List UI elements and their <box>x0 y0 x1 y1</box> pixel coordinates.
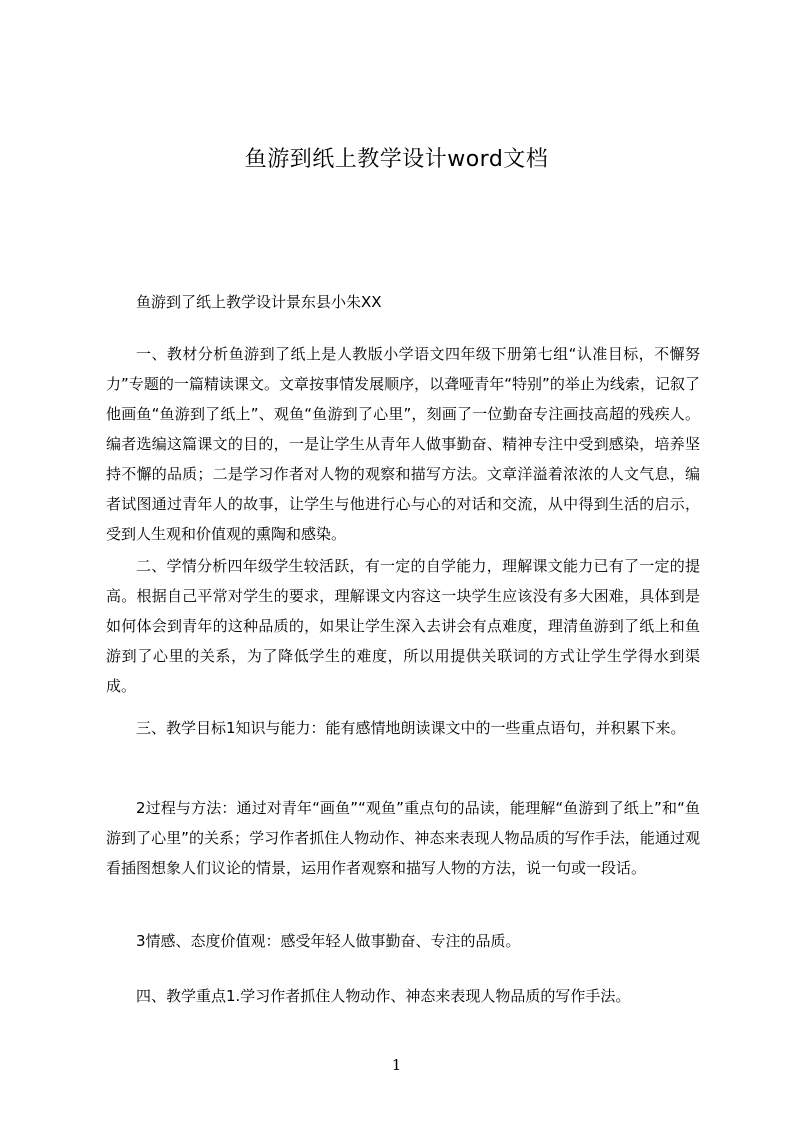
author-line: 鱼游到了纸上教学设计景东县小朱XX <box>136 293 382 311</box>
page-number: 1 <box>391 1056 402 1074</box>
paragraph-textbook-analysis: 一、教材分析鱼游到了纸上是人教版小学语文四年级下册第七组“认准目标，不懈努力”专题的一篇精读课文。文章按事情发展顺序，以聋哑青年“特别”的举止为线索，记叙了他画鱼“鱼游到了纸上”、观鱼“鱼游到了心里”，刻画了一位勤奋专注画技高超的残疾人。编者选编这篇课文的目的，一是让学生从青年人做事勤奋、精神专注中受到感染，培养坚持不懈的品质；二是学习作者对人物的观察和描写方法。文章洋溢着浓浓的人文气息，编者试图通过青年人的故事，让学生与他进行心与心的对话和交流，从中得到生活的启示，受到人生观和价值观的熏陶和感染。 <box>106 345 700 543</box>
paragraph-teaching-goals: 三、教学目标1知识与能力：能有感情地朗读课文中的一些重点语句，并积累下来。 <box>136 719 686 737</box>
paragraph-key-points: 四、教学重点1.学习作者抓住人物动作、神态来表现人物品质的写作手法。 <box>136 987 631 1005</box>
paragraph-process-method: 2过程与方法：通过对青年“画鱼”“观鱼”重点句的品读，能理解“鱼游到了纸上”和“鱼游到了心里”的关系；学习作者抓住人物动作、神态来表现人物品质的写作手法，能通过观看插图想象人们议论的情景，运用作者观察和描写人物的方法，说一句或一段话。 <box>106 799 700 877</box>
document-title: 鱼游到纸上教学设计word文档 <box>244 147 549 172</box>
paragraph-student-analysis: 二、学情分析四年级学生较活跃，有一定的自学能力，理解课文能力已有了一定的提高。根据自己平常对学生的要求，理解课文内容这一块学生应该没有多大困难，具体到是如何体会到青年的这种品质的，如果让学生深入去讲会有点难度，理清鱼游到了纸上和鱼游到了心里的关系，为了降低学生的难度，所以用提供关联词的方式让学生学得水到渠成。 <box>106 557 700 695</box>
paragraph-emotion-values: 3情感、态度价值观：感受年轻人做事勤奋、专注的品质。 <box>136 932 521 950</box>
